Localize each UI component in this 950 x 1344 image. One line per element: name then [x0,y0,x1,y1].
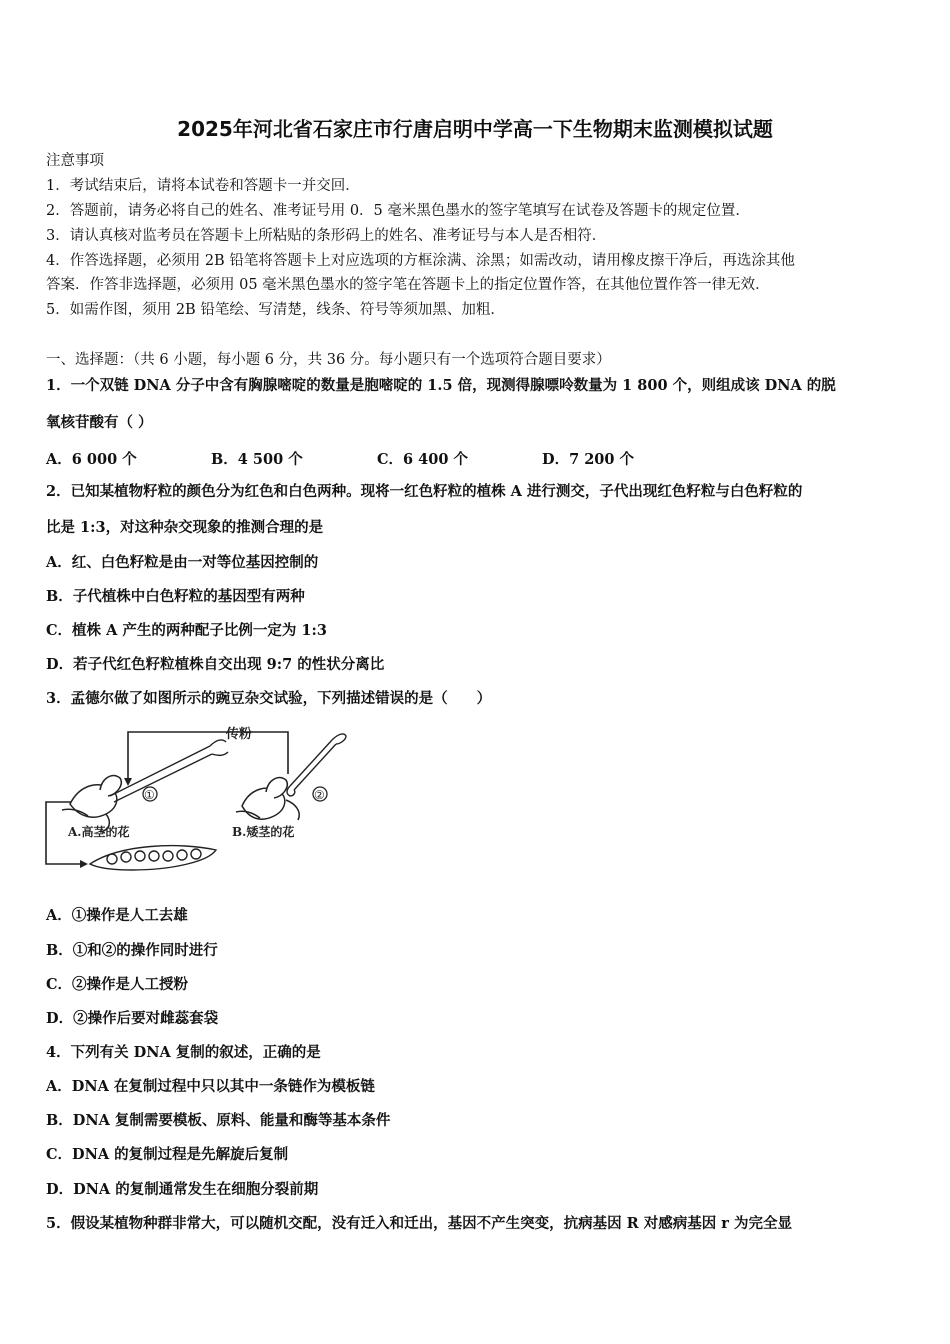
option-a: A．6 000 个 [46,451,137,468]
question-1-options [46,448,634,469]
notice-item: 3．请认真核对监考员在答题卡上所粘贴的条形码上的姓名、准考证号与本人是否相符． [46,228,607,244]
question-5-stem: 5．假设某植物种群非常大，可以随机交配，没有迁入和迁出，基因不产生突变，抗病基因 R 对感病基因 r 为完全显 [46,1215,792,1232]
flower-a-icon [62,776,121,832]
label-pollination: 传粉 [226,727,253,742]
notice-item: 1．考试结束后，请将本试卷和答题卡一并交回． [46,178,360,194]
pea-cross-figure [40,724,360,874]
option-c: C．DNA 的复制过程是先解旋后复制 [46,1146,289,1163]
option-a: A．红、白色籽粒是由一对等位基因控制的 [46,554,319,571]
question-3-stem: 3．孟德尔做了如图所示的豌豆杂交试验，下列描述错误的是（ ） [46,690,492,707]
option-a: A．DNA 在复制过程中只以其中一条链作为模板链 [46,1078,375,1095]
flower-b-icon [236,778,299,820]
option-c: C．6 400 个 [377,451,468,468]
marker-1: ① [144,788,155,802]
marker-2: ② [314,788,325,802]
notice-item: 4．作答选择题，必须用 2B 铅笔将答题卡上对应选项的方框涂满、涂黑；如需改动，请用橡皮擦干净后，再选涂其他 [46,253,795,269]
label-flower-b: B.矮茎的花 [232,825,295,839]
option-a: A．①操作是人工去雄 [46,907,188,924]
option-c: C．②操作是人工授粉 [46,976,189,993]
pea-pod-icon [90,846,216,870]
question-4-stem: 4．下列有关 DNA 复制的叙述，正确的是 [46,1044,321,1061]
option-c: C．植株 A 产生的两种配子比例一定为 1:3 [46,622,327,639]
option-d: D．②操作后要对雌蕊套袋 [46,1010,219,1027]
notice-item: 5．如需作图，须用 2B 铅笔绘、写清楚，线条、符号等须加黑、加粗． [46,302,505,318]
label-flower-a: A.高茎的花 [68,825,130,839]
section-heading: 一、选择题：（共 6 小题，每小题 6 分，共 36 分。每小题只有一个选项符合题目要求） [46,352,611,368]
option-d: D．DNA 的复制通常发生在细胞分裂前期 [46,1181,319,1198]
option-b: B．DNA 复制需要模板、原料、能量和酶等基本条件 [46,1112,391,1129]
option-b: B．子代植株中白色籽粒的基因型有两种 [46,588,305,605]
notice-item: 答案．作答非选择题，必须用 05 毫米黑色墨水的签字笔在答题卡上的指定位置作答，在其他位置作答一律无效． [46,277,770,293]
question-2-stem-cont: 比是 1:3，对这种杂交现象的推测合理的是 [46,519,324,536]
brush-icon [287,734,346,796]
option-d: D．若子代红色籽粒植株自交出现 9:7 的性状分离比 [46,656,385,673]
question-1-stem-cont: 氧核苷酸有（ ） [46,414,153,431]
notice-item: 2．答题前，请务必将自己的姓名、准考证号用 0．5 毫米黑色墨水的签字笔填写在试卷及答题卡的规定位置． [46,203,750,219]
option-b: B．4 500 个 [211,451,303,468]
question-2-stem: 2．已知某植物籽粒的颜色分为红色和白色两种。现将一红色籽粒的植株 A 进行测交，子代出现红色籽粒与白色籽粒的 [46,483,803,500]
option-d: D．7 200 个 [542,451,635,468]
notice-heading: 注意事项 [46,153,104,169]
option-b: B．①和②的操作同时进行 [46,942,218,959]
question-1-stem: 1．一个双链 DNA 分子中含有胸腺嘧啶的数量是胞嘧啶的 1.5 倍，现测得腺嘌呤数量为 1 800 个，则组成该 DNA 的脱 [46,377,836,394]
page-title: 2025年河北省石家庄市行唐启明中学高一下生物期末监测模拟试题 [177,117,773,141]
transfer-arrow [128,732,288,784]
